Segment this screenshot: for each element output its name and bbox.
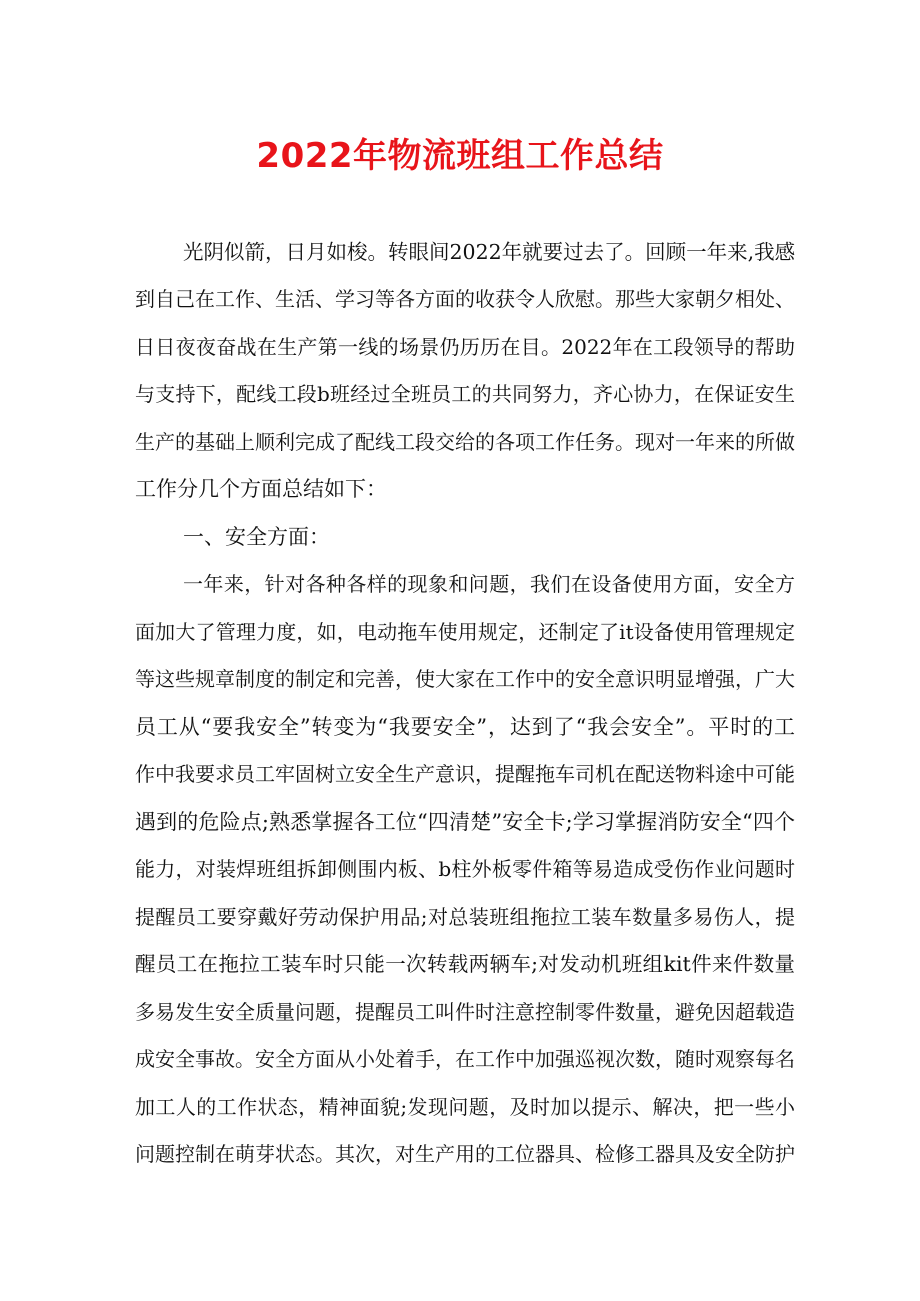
paragraph-line: 遇到的危险点;熟悉掌握各工位“四清楚”安全卡;学习掌握消防安全“四个 [135, 810, 795, 834]
paragraph-line: 到自己在工作、生活、学习等各方面的收获令人欣慰。那些大家朝夕相处、 [135, 287, 795, 311]
paragraph-line: 与支持下，配线工段b班经过全班员工的共同努力，齐心协力，在保证安生 [135, 382, 795, 406]
paragraph-line: 提醒员工要穿戴好劳动保护用品;对总装班组拖拉工装车数量多易伤人，提 [135, 905, 795, 929]
paragraph-line: 作中我要求员工牢固树立安全生产意识，提醒拖车司机在配送物料途中可能 [135, 762, 795, 786]
section-heading: 一、安全方面： [183, 525, 330, 549]
paragraph-line: 日日夜夜奋战在生产第一线的场景仍历历在目。2022年在工段领导的帮助 [135, 335, 795, 359]
paragraph-line: 能力，对装焊班组拆卸侧围内板、b柱外板零件箱等易造成受伤作业问题时 [135, 857, 795, 881]
paragraph-line: 一年来，针对各种各样的现象和问题，我们在设备使用方面，安全方 [183, 572, 795, 596]
paragraph-line: 等这些规章制度的制定和完善，使大家在工作中的安全意识明显增强，广大 [135, 667, 795, 691]
paragraph-line: 工作分几个方面总结如下： [135, 477, 387, 501]
paragraph-line: 光阴似箭，日月如梭。转眼间2022年就要过去了。回顾一年来,我感 [183, 240, 796, 264]
paragraph-line: 员工从“要我安全”转变为“我要安全”，达到了“我会安全”。平时的工 [135, 715, 795, 739]
paragraph-line: 成安全事故。安全方面从小处着手，在工作中加强巡视次数，随时观察每名 [135, 1047, 795, 1071]
paragraph-line: 加工人的工作状态，精神面貌;发现问题，及时加以提示、解决，把一些小 [135, 1095, 795, 1119]
document-title: 2022年物流班组工作总结 [256, 136, 664, 176]
paragraph-line: 生产的基础上顺利完成了配线工段交给的各项工作任务。现对一年来的所做 [135, 430, 795, 454]
paragraph-line: 多易发生安全质量问题，提醒员工叫件时注意控制零件数量，避免因超载造 [135, 1000, 795, 1024]
paragraph-line: 问题控制在萌芽状态。其次，对生产用的工位器具、检修工器具及安全防护 [135, 1142, 795, 1166]
paragraph-line: 面加大了管理力度，如，电动拖车使用规定，还制定了it设备使用管理规定 [135, 620, 795, 644]
paragraph-line: 醒员工在拖拉工装车时只能一次转载两辆车;对发动机班组kit件来件数量 [135, 952, 795, 976]
